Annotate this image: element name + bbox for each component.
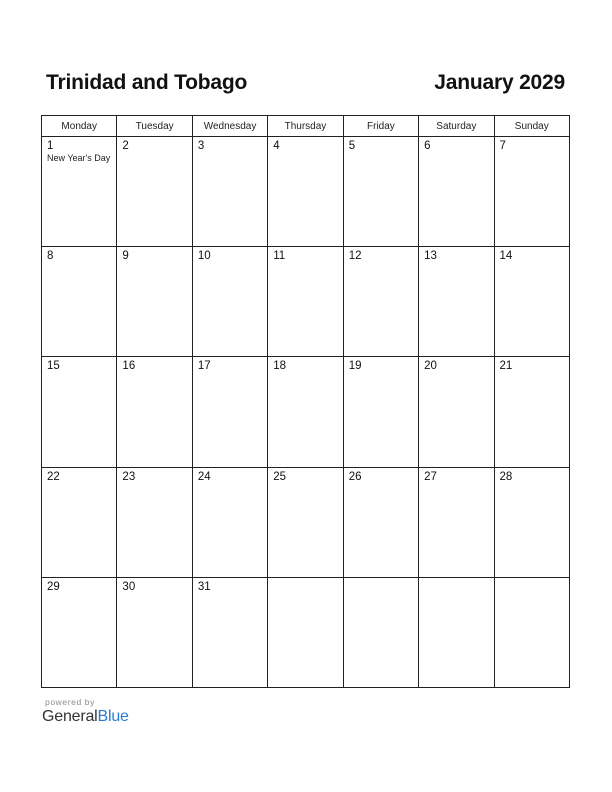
day-cell [117,357,192,467]
day-number: 6 [424,140,431,152]
week-row [42,577,570,687]
weekday-header-row [42,116,570,137]
week-row [42,137,570,247]
calendar-country-title: Trinidad and Tobago [46,71,248,94]
day-number: 7 [499,140,506,152]
weekday-header: Wednesday [192,116,267,137]
day-cell [117,247,192,357]
day-number: 22 [47,470,60,483]
day-cell [192,467,267,577]
day-cell [419,357,494,467]
day-cell [42,247,117,357]
day-number: 4 [273,140,280,152]
day-cell [268,247,343,357]
day-number: 8 [47,250,54,263]
day-cell [192,247,267,357]
day-number: 11 [273,250,286,263]
day-number: 31 [197,580,211,593]
day-cell [192,137,267,247]
day-cell [343,247,418,357]
day-number: 12 [348,250,362,263]
weekday-header: Thursday [268,116,343,137]
day-cell [192,357,267,467]
day-number: 13 [424,250,437,263]
day-cell [419,247,494,357]
day-number: 18 [273,360,287,373]
day-number: 30 [122,580,136,593]
day-number: 1 [47,140,54,152]
empty-day-cell [343,577,418,687]
holiday-label: New Year's Day [47,153,111,163]
day-cell [494,357,569,467]
generalblue-footer-logo [42,697,129,726]
day-number: 15 [47,360,60,373]
day-number: 29 [47,580,60,593]
day-number: 20 [424,360,437,373]
day-cell [494,137,569,247]
empty-day-cell [419,577,494,687]
day-cell [42,357,117,467]
day-cell [42,577,117,687]
day-cell [192,577,267,687]
weekday-header: Monday [42,116,117,137]
day-number: 23 [122,470,136,483]
day-number: 3 [197,140,205,152]
day-cell [343,467,418,577]
day-cell [494,247,569,357]
day-cell [419,467,494,577]
day-number: 19 [348,360,362,373]
day-number: 25 [273,470,287,483]
brand-logo-text [42,708,129,726]
week-row [42,467,570,577]
day-cell [42,467,117,577]
day-cell [117,137,192,247]
day-cell [268,467,343,577]
day-number: 21 [499,360,513,373]
week-row [42,357,570,467]
day-number: 9 [122,250,129,263]
day-cell [343,137,418,247]
day-cell [117,577,192,687]
day-number: 14 [499,250,513,263]
brand-name-part1: General [42,708,98,725]
day-cell [117,467,192,577]
day-number: 27 [424,470,437,483]
powered-by-text: powered by [45,697,95,707]
day-cell [268,357,343,467]
day-number: 16 [122,360,136,373]
day-cell [343,357,418,467]
empty-day-cell [494,577,569,687]
month-calendar-grid [41,115,570,688]
day-cell [42,137,117,247]
day-number: 5 [348,140,356,152]
calendar-month-title: January 2029 [434,71,565,94]
day-cell [268,137,343,247]
week-row [42,247,570,357]
day-cell [419,137,494,247]
empty-day-cell [268,577,343,687]
weekday-header: Tuesday [117,116,192,137]
day-cell [494,467,569,577]
day-number: 2 [122,140,129,152]
day-number: 26 [348,470,362,483]
day-number: 10 [197,250,211,263]
day-number: 28 [499,470,513,483]
weekday-header: Sunday [494,116,569,137]
weekday-header: Saturday [419,116,494,137]
brand-name-part2: Blue [97,708,129,725]
weekday-header: Friday [343,116,418,137]
day-number: 24 [197,470,211,483]
day-number: 17 [197,360,211,373]
